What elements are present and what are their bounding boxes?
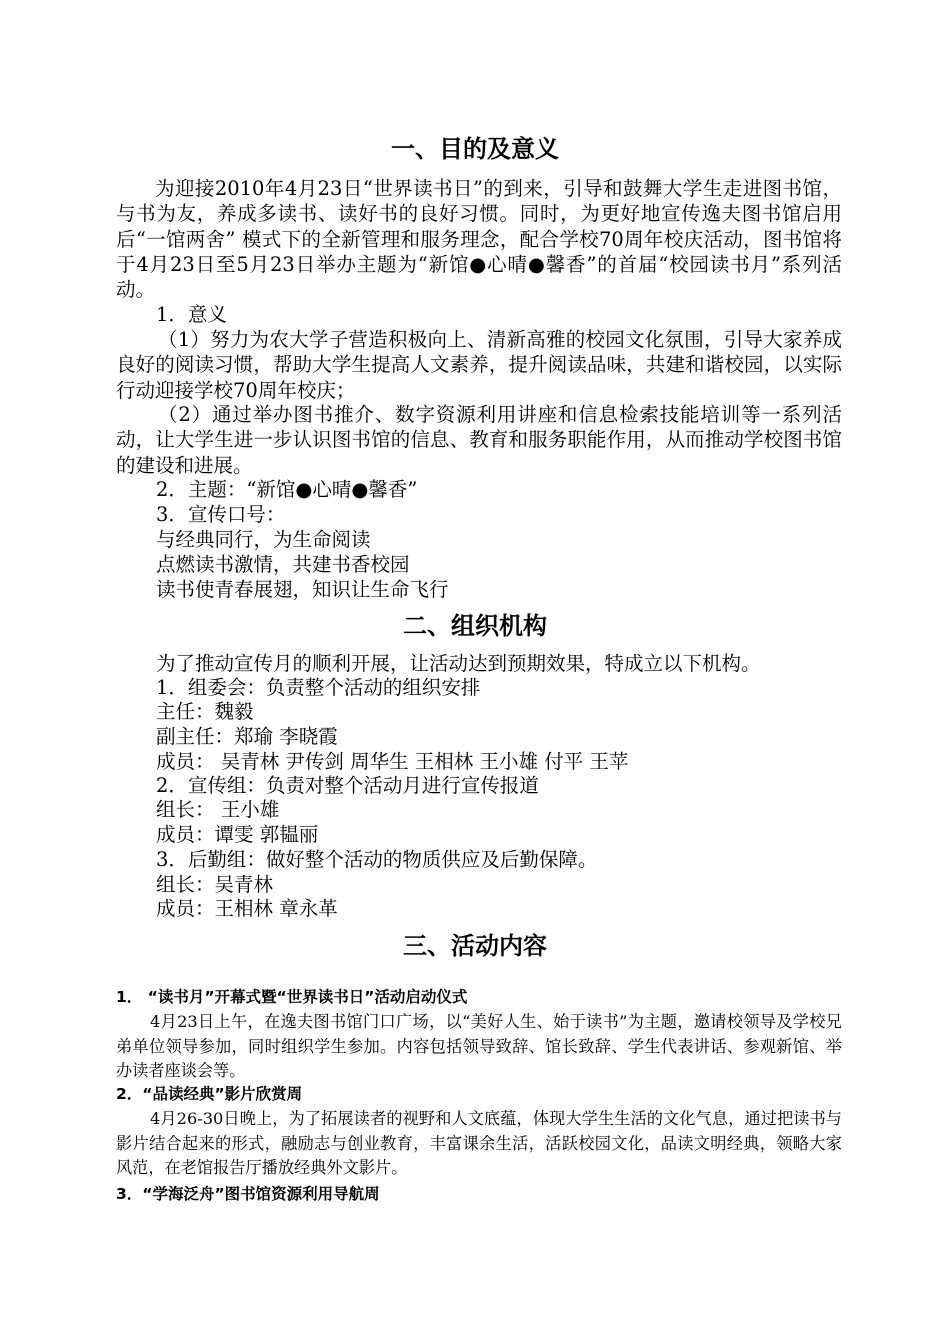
org-line: 组长：吴青林 <box>156 873 274 896</box>
slogan-title: 3．宣传口号： <box>156 503 286 526</box>
activity-title: 1． “读书月”开幕式暨“世界读书日”活动启动仪式 <box>116 988 468 1006</box>
section-1-heading: 一、目的及意义 <box>391 135 559 163</box>
section-2-heading: 二、组织机构 <box>403 612 547 640</box>
meaning-title: 1．意义 <box>156 303 227 326</box>
org-line: 成员：王相林 章永革 <box>156 897 338 920</box>
activity-title: 2．“品读经典”影片欣赏周 <box>116 1085 303 1103</box>
section-2-intro: 为了推动宣传月的顺利开展，让活动达到预期效果，特成立以下机构。 <box>156 652 761 675</box>
slogan-line: 点燃读书激情，共建书香校园 <box>156 553 410 576</box>
section-3-heading: 三、活动内容 <box>403 932 547 960</box>
slogan-line: 与经典同行，为生命阅读 <box>156 528 371 551</box>
activity-description: 4月23日上午，在逸夫图书馆门口广场，以“美好人生、始于读书”为主题，邀请校领导及学校兄弟单位领导参加，同时组织学生参加。内容包括领导致辞、馆长致辞、学生代表讲话、参观新馆、举办读者座谈会等。 <box>116 1012 842 1080</box>
activity-description: 4月26-30日晚上，为了拓展读者的视野和人文底蕴，体现大学生生活的文化气息，通过把读书与影片结合起来的形式，融励志与创业教育，丰富课余生活，活跃校园文化，品读文明经典，领略大家风范，在老馆报告厅播放经典外文影片。 <box>116 1109 842 1177</box>
slogan-line: 读书使青春展翅，知识让生命飞行 <box>156 578 449 601</box>
meaning-item-2: （2）通过举办图书推介、数字资源利用讲座和信息检索技能培训等一系列活动，让大学生进一步认识图书馆的信息、教育和服务职能作用，从而推动学校图书馆的建设和进展。 <box>116 403 842 477</box>
org-line: 组长： 王小雄 <box>156 798 280 821</box>
org-line: 3．后勤组：做好整个活动的物质供应及后勤保障。 <box>156 848 598 871</box>
org-line: 副主任：郑瑜 李晓霞 <box>156 725 338 748</box>
meaning-item-1: （1）努力为农大学子营造积极向上、清新高雅的校园文化氛围，引导大家养成良好的阅读习惯，帮助大学生提高人文素养，提升阅读品味，共建和谐校园，以实际行动迎接学校70周年校庆； <box>116 328 842 402</box>
org-line: 成员： 吴青林 尹传剑 周华生 王相林 王小雄 付平 王苹 <box>156 750 629 773</box>
org-line: 成员：谭雯 郭韫丽 <box>156 823 319 846</box>
activity-title: 3．“学海泛舟”图书馆资源利用导航周 <box>116 1185 380 1203</box>
org-line: 1．组委会：负责整个活动的组织安排 <box>156 676 481 699</box>
section-1-intro: 为迎接2010年4月23日“世界读书日”的到来，引导和鼓舞大学生走进图书馆，与书为友，养成多读书、读好书的良好习惯。同时，为更好地宣传逸夫图书馆启用后“一馆两舍” 模式下的全新管理和服务理念，配合学校70周年校庆活动，图书馆将于4月23日至5月23日举办主题为“新馆●心晴●馨香”的首届“校园读书月”系列活动。 <box>116 177 842 302</box>
theme-line: 2．主题：“新馆●心晴●馨香” <box>156 478 418 501</box>
org-line: 2．宣传组：负责对整个活动月进行宣传报道 <box>156 774 539 797</box>
org-line: 主任：魏毅 <box>156 700 254 723</box>
